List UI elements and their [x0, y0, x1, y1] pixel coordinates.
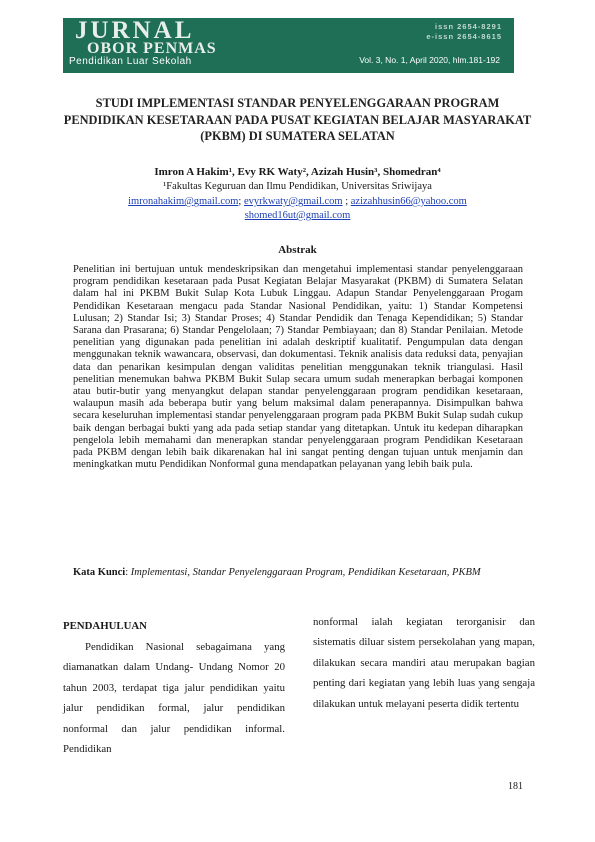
- body-paragraph-left: Pendidikan Nasional sebagaimana yang diamanatkan dalam Undang- Undang Nomor 20 tahun 2003, terdapat tiga jalur pendidikan yaitu jalur pendidikan formal, jalur pendidikan nonformal dan jalur pendidikan informal. Pendidikan: [63, 641, 285, 756]
- section-heading: PENDAHULUAN: [63, 620, 147, 632]
- email-link[interactable]: evyrkwaty@gmail.com: [243, 196, 343, 207]
- keywords-label: Kata Kunci: [73, 567, 126, 578]
- email-link[interactable]: azizahhusin66@yahoo.com: [350, 196, 467, 207]
- journal-subtitle: OBOR PENMAS: [87, 40, 217, 57]
- abstract-heading: Abstrak: [278, 244, 317, 256]
- email-link[interactable]: shomed16ut@gmail.com: [244, 210, 351, 221]
- author-list: Imron A Hakim¹, Evy RK Waty², Azizah Husin³, Shomedran⁴: [154, 166, 441, 178]
- volume-info: Vol. 3, No. 1, April 2020, hlm.181-192: [359, 55, 500, 65]
- body-paragraph-right: nonformal ialah kegiatan terorganisir dan sistematis diluar sistem persekolahan yang mapan, dilakukan secara mandiri atau merupakan bagian penting dari kegiatan yang lebih luas yang sengaja dilakukan untuk melayani peserta didik tertentu: [313, 616, 535, 710]
- email-separator: ;: [238, 196, 244, 207]
- page-number: 181: [508, 781, 523, 792]
- email-list: [60, 195, 535, 223]
- journal-title: JURNAL: [75, 18, 195, 44]
- affiliation: ¹Fakultas Keguruan dan Ilmu Pendidikan, Universitas Sriwijaya: [163, 181, 432, 192]
- keywords: [73, 566, 523, 580]
- email-link[interactable]: imronahakim@gmail.com: [128, 196, 239, 207]
- issn-online: e-issn 2654-8615: [426, 32, 502, 41]
- email-separator: ;: [342, 196, 351, 207]
- body-column-left: [63, 617, 285, 759]
- article-title: STUDI IMPLEMENTASI STANDAR PENYELENGGARAAN PROGRAM PENDIDIKAN KESETARAAN PADA PUSAT KEGIATAN BELAJAR MASYARAKAT (PKBM) DI SUMATERA SELATAN: [63, 96, 532, 143]
- keywords-value: Implementasi, Standar Penyelenggaraan Program, Pendidikan Kesetaraan, PKBM: [130, 567, 481, 578]
- journal-banner: [63, 18, 514, 73]
- keywords-colon: :: [125, 567, 131, 578]
- issn-print: issn 2654-8291: [435, 22, 502, 31]
- body-column-right: [313, 612, 535, 714]
- abstract-body: Penelitian ini bertujuan untuk mendeskripsikan dan mengetahui implementasi standar penyelenggaraan program pendidikan kesetaraan pada Pusat Kegiatan Belajar Masyarakat (PKBM) di Sumatera Selatan dalam hal ini PKBM Bukit Sulap Kota Lubuk Linggau. Adapun Standar Penyelenggaraan Progam Pendidikan Kesetaraan mengacu pada Standar Nasional Pendidikan, yaitu: 1) Standar Kompetensi Lulusan; 2) Standar Isi; 3) Standar Proses; 4) Standar Pendidik dan Tenaga Kependidikan; 5) Standar Sarana dan Prasarana; 6) Standar Pengelolaan; 7) Standar Pembiayaan; dan 8) Standar Penilaian. Metode penelitian yang digunakan pada penelitian ini adalah deskriptif kualitatif. Pengumpulan data dengan menggunakan teknik wawancara, observasi, dan dokumentasi. Teknik analisis data reduksi data, penyajian data dan penarikan kesimpulan dengan validitas penelitian menggunakan teknik triangulasi. Hasil penelitian menemukan bahwa PKBM Bukit Sulap secara umum sudah menerapkan berbagai komponen atau butir-butir yang menyangkut delapan standar penyelenggaraan program pendidikan kesetaraan, walaupun masih ada beberapa butir yang belum maksimal dalam penerapannya. Disimpulkan bahwa secara keseluruhan implementasi standar penyelenggaraan program pada PKBM Bukit Sulap sudah cukup baik dengan berbagai bukti yang ada pada setiap standar yang ditetapkan. Untuk itu kedepan diharapkan pengelola lebih memahami dan menerapkan standar penyelenggaraan program Pendidikan Kesetaraan pada PKBM dengan lebih baik dikarenakan hal ini sangat penting dengan tujuan untuk menjamin dan meningkatkan mutu Pendidikan Nonformal guna mendapatkan pelayanan yang lebih baik pula.: [73, 264, 523, 471]
- journal-tagline: Pendidikan Luar Sekolah: [69, 56, 192, 67]
